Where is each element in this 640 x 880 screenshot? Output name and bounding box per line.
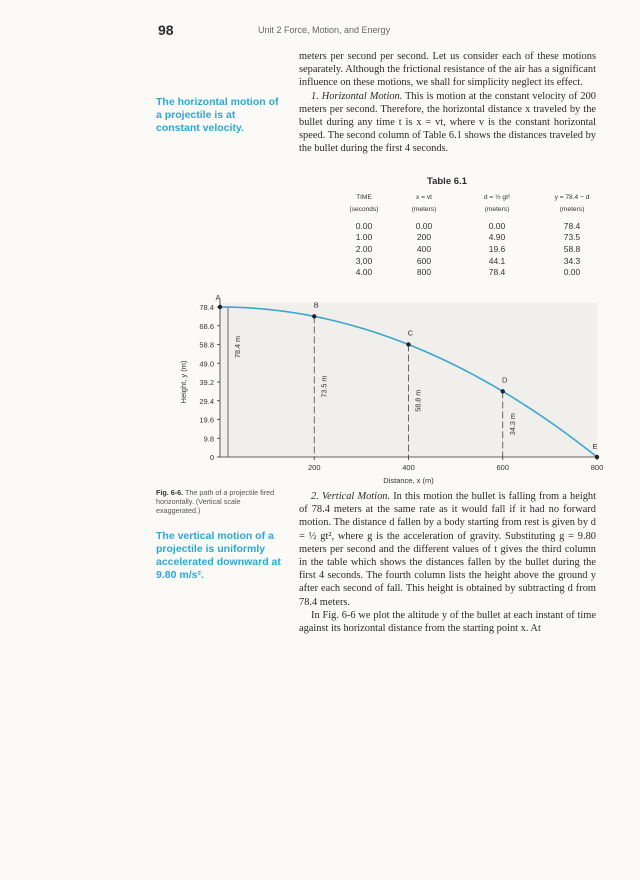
paragraph-3-heading: 2. Vertical Motion. bbox=[311, 491, 391, 502]
table-cell: 0.00 bbox=[355, 220, 373, 231]
point-label: E bbox=[592, 442, 598, 451]
table-cell: 34.3 bbox=[563, 255, 581, 266]
table-cell: 200 bbox=[416, 232, 432, 243]
table-title: Table 6.1 bbox=[427, 176, 467, 187]
table-cell: 1.00 bbox=[355, 232, 373, 243]
y-tick-label: 9.8 bbox=[203, 434, 214, 444]
margin-note-vertical: The vertical motion of a projectile is uniformly accelerated downward at 9.80 m/s². bbox=[156, 530, 281, 581]
data-point bbox=[595, 455, 599, 459]
running-title: Unit 2 Force, Motion, and Energy bbox=[258, 25, 391, 35]
table-cell: 3,00 bbox=[355, 255, 373, 266]
point-label: B bbox=[313, 300, 319, 310]
table-cell: 2.00 bbox=[355, 243, 373, 254]
table-cell: 44.1 bbox=[488, 255, 506, 266]
y-tick-label: 58.8 bbox=[199, 340, 214, 350]
paragraph-3-text: In this motion the bullet is falling from a height of 78.4 meters at the same rate as it would fall if it had no forward motion. The distance d fallen by a body starting from rest is given by d = ½ gt², where g is the acceleration of gravity. Substituting g = 9.80 meters per second and the different values of t gives the third column in the table which shows the distances fallen by the bullet during the first 4 seconds. The fourth column lists the height above the ground y after each second of fall. This height is obtained by subtracting d from 78.4 meters. bbox=[299, 491, 597, 608]
x-tick-label: 600 bbox=[496, 463, 510, 472]
table-cell: 800 bbox=[416, 267, 432, 278]
table-cell: 0.00 bbox=[563, 267, 581, 278]
table-cell: 78.4 bbox=[563, 220, 581, 231]
margin-note-horizontal: The horizontal motion of a projectile is at constant velocity. bbox=[156, 96, 279, 134]
table-cell: 600 bbox=[416, 255, 432, 266]
paragraph-3 bbox=[299, 490, 596, 609]
data-point bbox=[218, 305, 222, 309]
height-guide-label: 78.4 m bbox=[233, 336, 242, 358]
body-bottom bbox=[299, 490, 596, 635]
y-tick-label: 49.0 bbox=[199, 359, 214, 369]
y-tick-label: 68.6 bbox=[199, 321, 214, 331]
paragraph-1: meters per second per second. Let us consider each of these motions separately. Although the frictional resistance of the air has a significant influence on these motions, we shall for simplicity neglect its effect. bbox=[299, 51, 596, 89]
table-cell: 0.00 bbox=[415, 220, 433, 231]
height-guide-label: 34.3 m bbox=[507, 413, 517, 436]
table-unit: (meters) bbox=[559, 206, 585, 213]
y-tick-label: 19.6 bbox=[199, 415, 214, 425]
y-tick-label: 29.4 bbox=[199, 396, 214, 406]
table-cell: 78.4 bbox=[488, 267, 506, 278]
height-guide-label: 73.5 m bbox=[319, 375, 329, 398]
data-point bbox=[406, 342, 410, 346]
figure-label: Fig. 6-6. bbox=[156, 488, 184, 497]
table-header: x = vt bbox=[416, 194, 432, 201]
paragraph-2-heading: 1. Horizontal Motion. bbox=[311, 90, 403, 102]
height-guide-label: 58.8 m bbox=[413, 389, 423, 412]
point-label: C bbox=[407, 328, 414, 338]
table-unit: (meters) bbox=[411, 206, 437, 213]
page-number: 98 bbox=[158, 22, 174, 38]
table-unit: (seconds) bbox=[349, 206, 379, 213]
table-cell: 58.8 bbox=[563, 243, 581, 254]
y-tick-label: 0 bbox=[209, 453, 214, 462]
table-cell: 400 bbox=[416, 243, 432, 254]
x-axis-label: Distance, x (m) bbox=[383, 476, 434, 485]
paragraph-2-text: This is motion at the constant velocity of 200 meters per second. Therefore, the horizontal distance x traveled by the bullet during any time t is x = vt, where v is the constant horizontal speed. The second column of Table 6.1 shows the distances traveled by the bullet during the first 4 seconds. bbox=[299, 90, 596, 155]
x-tick-label: 400 bbox=[402, 463, 415, 472]
table-cell: 4.90 bbox=[488, 232, 506, 243]
table-cell: 73.5 bbox=[563, 232, 581, 243]
data-point bbox=[501, 389, 505, 393]
y-tick-label: 39.2 bbox=[199, 378, 214, 387]
table-header: TIME bbox=[356, 194, 372, 201]
table-header: d = ½ gt² bbox=[483, 194, 511, 201]
figure-caption bbox=[156, 488, 282, 515]
point-label: A bbox=[215, 293, 221, 302]
table-cell: 19.6 bbox=[488, 243, 506, 254]
data-point bbox=[312, 314, 316, 318]
point-label: D bbox=[502, 375, 508, 385]
x-tick-label: 200 bbox=[307, 463, 321, 472]
y-axis-label: Height, y (m) bbox=[179, 360, 188, 404]
figure-caption-text: The path of a projectile fired horizontally. (Vertical scale exaggerated.) bbox=[156, 488, 275, 515]
table-cell: 4.00 bbox=[355, 267, 373, 278]
y-tick-label: 78.4 bbox=[199, 303, 214, 312]
table-unit: (meters) bbox=[484, 206, 510, 213]
paragraph-4: In Fig. 6-6 we plot the altitude y of the bullet at each instant of time against its horizontal distance from the starting point x. At bbox=[299, 609, 596, 635]
table-cell: 0.00 bbox=[488, 220, 506, 231]
x-tick-label: 800 bbox=[590, 463, 604, 472]
table-header: y = 78.4 − d bbox=[554, 194, 590, 201]
